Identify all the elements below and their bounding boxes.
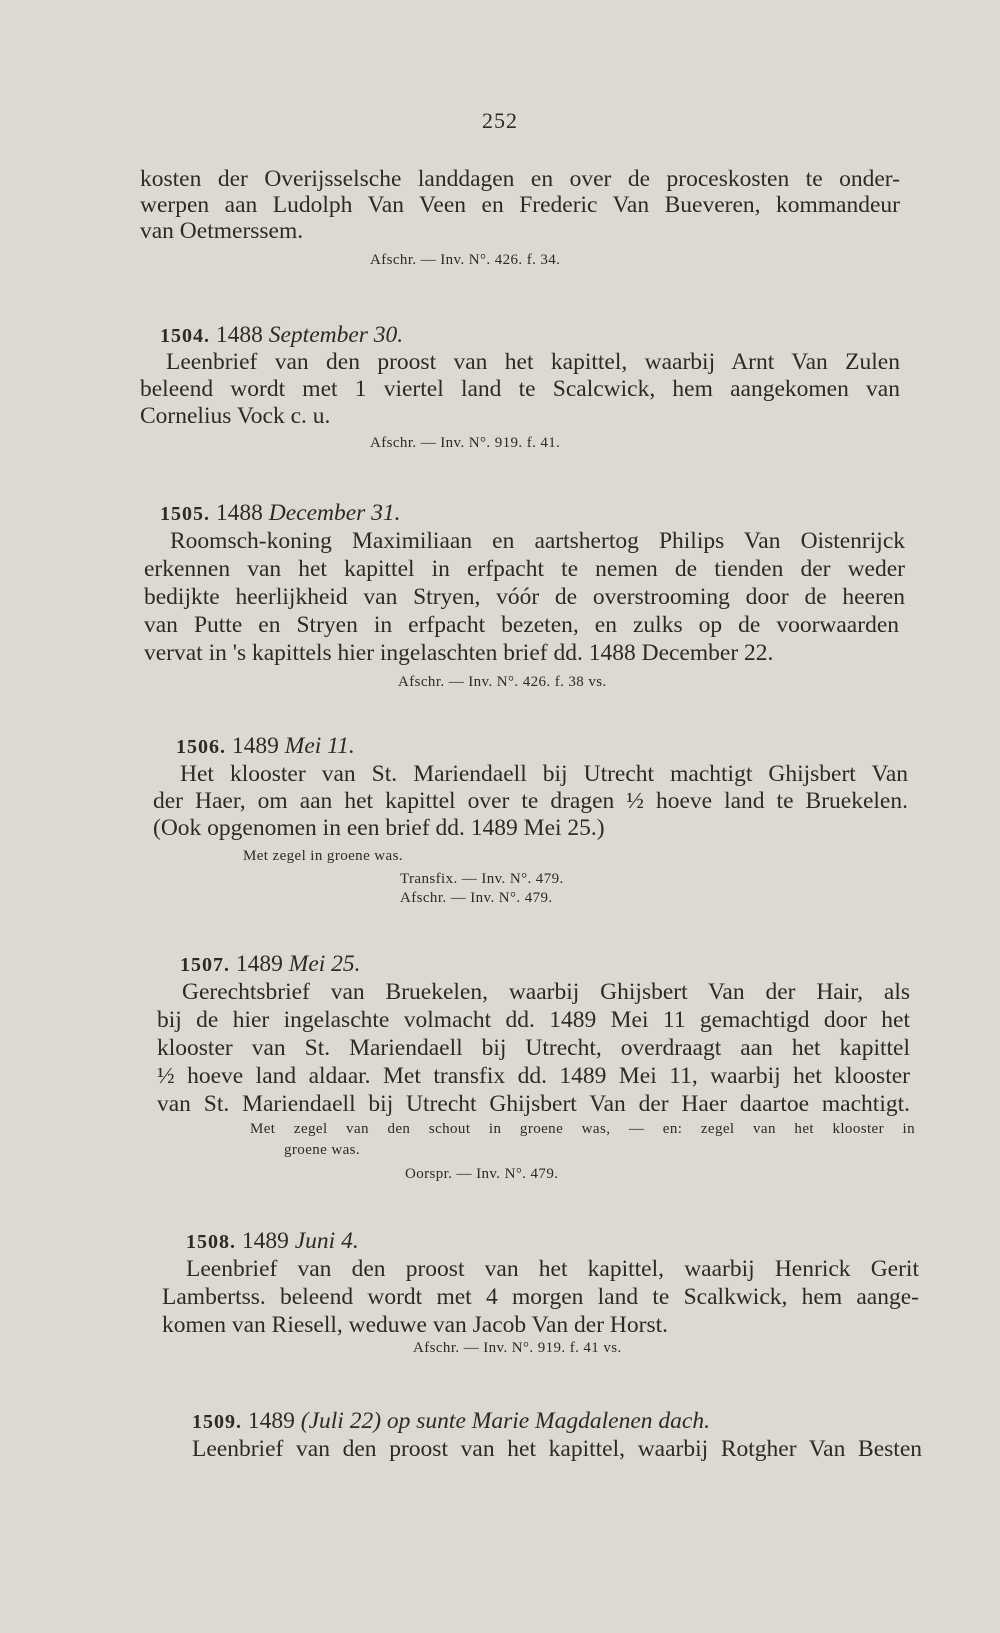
entry-1505-line-1: Roomsch-koning Maximiliaan en aartshertog Philips Van Oistenrijck [170,528,905,554]
entry-1507-line-3: klooster van St. Mariendaell bij Utrecht, overdraagt aan het kapittel [157,1035,910,1061]
entry-1504-line-1: Leenbrief van den proost van het kapittel, waarbij Arnt Van Zulen [166,349,900,375]
intro-line-2: werpen aan Ludolph Van Veen en Frederic Van Bueveren, kommandeur [140,192,900,218]
entry-year: 1488 [215,322,263,348]
entry-1507-note-1: Met zegel van den schout in groene was, — en: zegel van het klooster in [250,1121,915,1137]
entry-1505-line-2: erkennen van het kapittel in erfpacht te nemen de tienden der weder [144,556,905,582]
page-number: 252 [482,108,518,133]
entry-1508-line-1: Leenbrief van den proost van het kapittel, waarbij Henrick Gerit [186,1256,919,1282]
entry-date: September 30. [268,322,404,348]
entry-number: 1506. [176,736,226,758]
entry-date: (Juli 22) op sunte Marie Magdalenen dach. [300,1408,710,1434]
entry-1504-note-1: Afschr. — Inv. N°. 919. f. 41. [370,435,561,451]
entry-1504-line-2: beleend wordt met 1 viertel land te Scalcwick, hem aangekomen van [140,376,900,402]
entry-number: 1507. [180,954,230,976]
entry-number: 1508. [186,1231,236,1253]
entry-1507-heading [180,951,361,978]
entry-1508-note-1: Afschr. — Inv. N°. 919. f. 41 vs. [413,1340,622,1356]
entry-number: 1509. [192,1411,242,1433]
entry-1504-line-3: Cornelius Vock c. u. [140,403,331,429]
entry-1507-line-1: Gerechtsbrief van Bruekelen, waarbij Ghijsbert Van der Hair, als [182,979,910,1005]
entry-1509-line-1: Leenbrief van den proost van het kapittel, waarbij Rotgher Van Besten [192,1436,922,1462]
entry-1508-line-2: Lambertss. beleend wordt met 4 morgen land te Scalkwick, hem aange- [162,1284,919,1310]
entry-date: Mei 11. [284,733,355,759]
entry-year: 1489 [231,733,279,759]
entry-1505-heading [160,500,401,527]
entry-year: 1489 [247,1408,295,1434]
entry-1509-heading [192,1408,710,1435]
entry-year: 1488 [215,500,263,526]
entry-1506-line-1: Het klooster van St. Mariendaell bij Utrecht machtigt Ghijsbert Van [180,761,908,787]
entry-1505-note-1: Afschr. — Inv. N°. 426. f. 38 vs. [398,674,607,690]
intro-reference: Afschr. — Inv. N°. 426. f. 34. [370,252,561,268]
entry-date: Juni 4. [294,1228,359,1254]
entry-1506-heading [176,733,355,760]
entry-1506-line-3: (Ook opgenomen in een brief dd. 1489 Mei 25.) [153,815,605,841]
entry-1506-note-2: Transfix. — Inv. N°. 479. [400,871,564,887]
entry-date: Mei 25. [288,951,361,977]
entry-number: 1504. [160,325,210,347]
intro-line-3: van Oetmerssem. [140,218,304,244]
entry-1505-line-3: bedijkte heerlijkheid van Stryen, vóór de overstrooming door de heeren [144,584,905,610]
entry-year: 1489 [235,951,283,977]
entry-1505-line-5: vervat in 's kapittels hier ingelaschten brief dd. 1488 December 22. [144,640,774,666]
entry-1507-line-2: bij de hier ingelaschte volmacht dd. 1489 Mei 11 gemachtigd door het [157,1007,910,1033]
entry-1507-note-2: groene was. [284,1142,361,1158]
entry-1504-heading [160,322,403,349]
entry-1506-note-3: Afschr. — Inv. N°. 479. [400,890,553,906]
entry-number: 1505. [160,503,210,525]
entry-1508-heading [186,1228,359,1255]
entry-1506-note-1: Met zegel in groene was. [243,848,403,864]
entry-1505-line-4: van Putte en Stryen in erfpacht bezeten, en zulks op de voorwaarden [144,612,899,638]
intro-line-1: kosten der Overijsselsche landdagen en over de proceskosten te onder- [140,166,900,192]
entry-year: 1489 [241,1228,289,1254]
entry-1507-line-5: van St. Mariendaell bij Utrecht Ghijsbert Van der Haer daartoe machtigt. [157,1091,910,1117]
entry-1507-note-3: Oorspr. — Inv. N°. 479. [405,1166,559,1182]
entry-1508-line-3: komen van Riesell, weduwe van Jacob Van der Horst. [162,1312,668,1338]
entry-1507-line-4: ½ hoeve land aldaar. Met transfix dd. 1489 Mei 11, waarbij het klooster [157,1063,910,1089]
entry-1506-line-2: der Haer, om aan het kapittel over te dragen ½ hoeve land te Bruekelen. [153,788,908,814]
entry-date: December 31. [268,500,401,526]
